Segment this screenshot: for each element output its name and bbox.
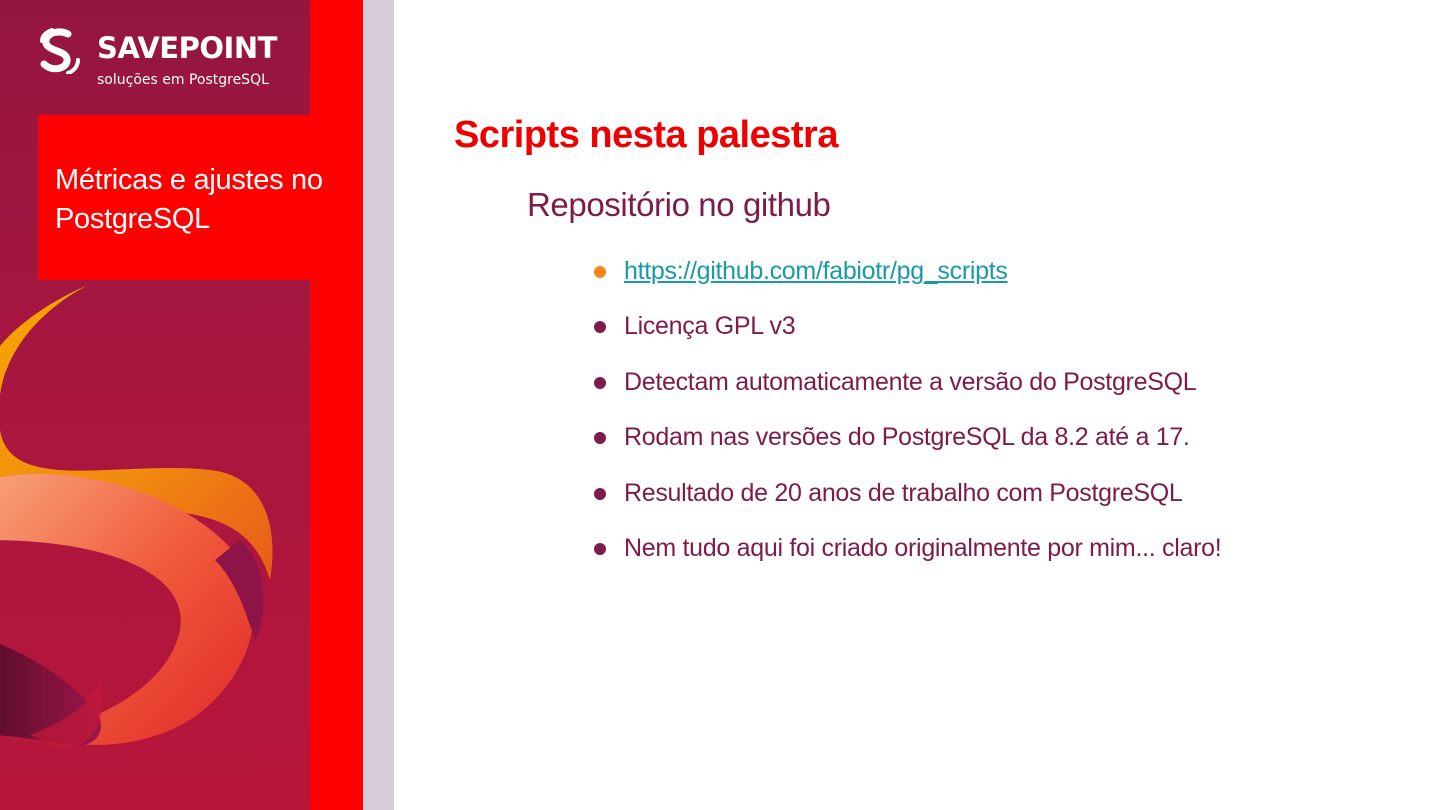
talk-title-box bbox=[38, 115, 363, 280]
bullet-icon bbox=[594, 543, 606, 555]
bullet-text: Detectam automaticamente a versão do PostgreSQL bbox=[624, 367, 1197, 396]
savepoint-logo-icon bbox=[38, 28, 82, 74]
bullet-icon bbox=[594, 488, 606, 500]
bullet-text: Nem tudo aqui foi criado originalmente por mim... claro! bbox=[624, 533, 1222, 562]
talk-title: Métricas e ajustes no PostgreSQL bbox=[55, 164, 323, 235]
bullet-icon bbox=[594, 432, 606, 444]
list-item bbox=[594, 474, 1221, 529]
bullet-list bbox=[594, 252, 1221, 584]
bullet-text: Resultado de 20 anos de trabalho com PostgreSQL bbox=[624, 478, 1183, 507]
repo-link[interactable]: https://github.com/fabiotr/pg_scripts bbox=[624, 257, 1008, 285]
bullet-icon bbox=[594, 266, 606, 278]
bullet-icon bbox=[594, 321, 606, 333]
list-item bbox=[594, 418, 1221, 473]
logo-name: SAVEPOINT bbox=[97, 31, 277, 65]
list-item bbox=[594, 252, 1221, 307]
bullet-icon bbox=[594, 377, 606, 389]
lilac-divider-strip bbox=[363, 0, 394, 810]
slide-subheading: Repositório no github bbox=[527, 186, 831, 223]
savepoint-logo bbox=[0, 0, 310, 115]
bullet-text: Licença GPL v3 bbox=[624, 312, 796, 341]
logo-tagline: soluções em PostgreSQL bbox=[97, 72, 269, 88]
slide-heading: Scripts nesta palestra bbox=[454, 114, 838, 156]
list-item bbox=[594, 529, 1221, 584]
flame-swirl-graphic bbox=[0, 280, 310, 810]
list-item bbox=[594, 307, 1221, 362]
bullet-text: Rodam nas versões do PostgreSQL da 8.2 até a 17. bbox=[624, 423, 1190, 452]
list-item bbox=[594, 363, 1221, 418]
